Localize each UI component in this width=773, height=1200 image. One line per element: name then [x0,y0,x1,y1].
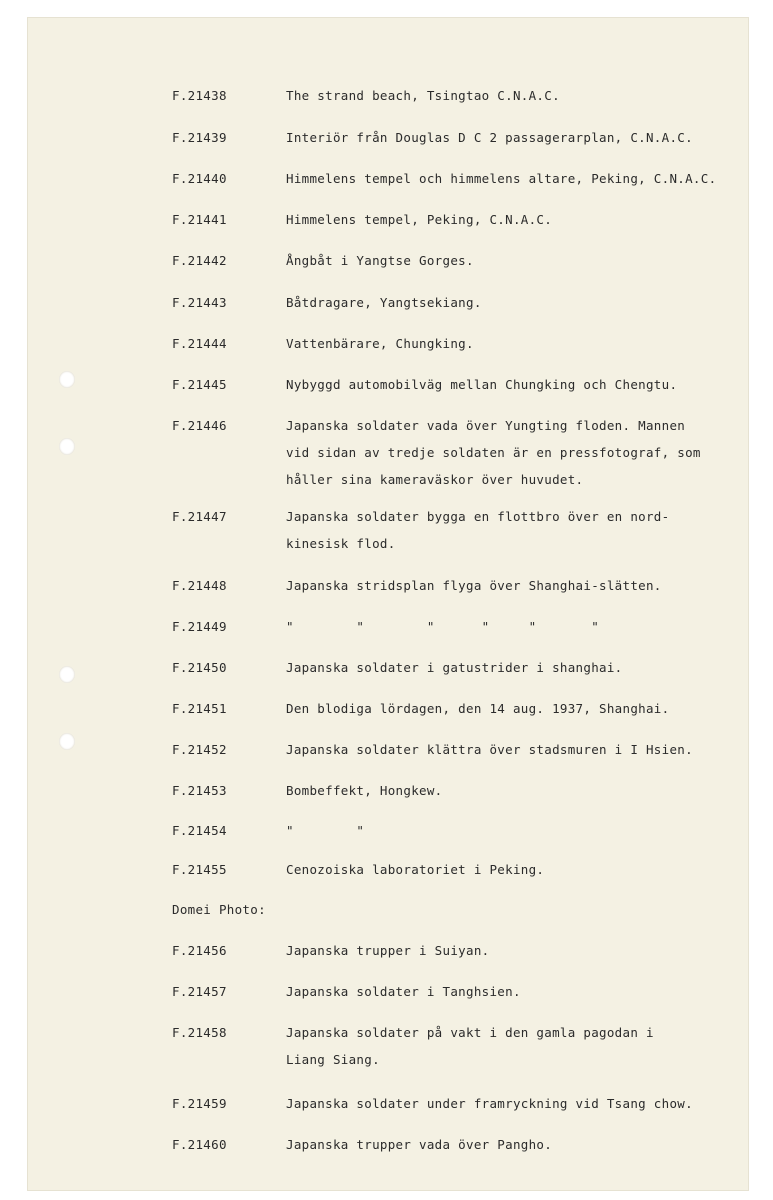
entry-id: F.21453 [172,783,227,798]
entry-id: F.21440 [172,171,227,186]
entry-description: Japanska soldater på vakt i den gamla pagodan i [286,1025,654,1040]
section-heading: Domei Photo: [172,902,266,917]
entry-description: Interiör från Douglas D C 2 passagerarplan, C.N.A.C. [286,130,693,145]
entry-id: F.21441 [172,212,227,227]
entry-id: F.21459 [172,1096,227,1111]
entry-id: F.21445 [172,377,227,392]
entry-description: The strand beach, Tsingtao C.N.A.C. [286,88,560,103]
entry-description: Ångbåt i Yangtse Gorges. [286,253,474,268]
entry-id: F.21443 [172,295,227,310]
entry-id: F.21439 [172,130,227,145]
entry-description: Japanska soldater under framryckning vid Tsang chow. [286,1096,693,1111]
entry-id: F.21458 [172,1025,227,1040]
entry-description: Japanska trupper vada över Pangho. [286,1137,553,1152]
entry-description: Den blodiga lördagen, den 14 aug. 1937, Shanghai. [286,701,670,716]
entry-description: Himmelens tempel och himmelens altare, Peking, C.N.A.C. [286,171,717,186]
entry-description: Japanska soldater klättra över stadsmuren i I Hsien. [286,742,693,757]
entry-id: F.21451 [172,701,227,716]
entry-description: Liang Siang. [286,1052,380,1067]
entry-description: Japanska soldater i Tanghsien. [286,984,521,999]
entry-id: F.21460 [172,1137,227,1152]
entry-description: Japanska soldater vada över Yungting floden. Mannen [286,418,686,433]
punch-hole-2 [59,438,75,455]
entry-id: F.21448 [172,578,227,593]
entry-description: Nybyggd automobilväg mellan Chungking och Chengtu. [286,377,678,392]
punch-hole-3 [59,666,75,683]
punch-hole-4 [59,733,75,750]
entry-description: Vattenbärare, Chungking. [286,336,474,351]
entry-description: Bombeffekt, Hongkew. [286,783,443,798]
entry-id: F.21454 [172,823,227,838]
entry-id: F.21447 [172,509,227,524]
entry-description: Cenozoiska laboratoriet i Peking. [286,862,545,877]
entry-description: Båtdragare, Yangtsekiang. [286,295,482,310]
entry-id: F.21446 [172,418,227,433]
entry-id: F.21450 [172,660,227,675]
entry-id: F.21452 [172,742,227,757]
entry-id: F.21438 [172,88,227,103]
entry-description: " " [286,823,365,838]
entry-description: Himmelens tempel, Peking, C.N.A.C. [286,212,553,227]
entry-description: Japanska trupper i Suiyan. [286,943,490,958]
entry-id: F.21455 [172,862,227,877]
entry-id: F.21457 [172,984,227,999]
entry-description: Japanska soldater i gatustrider i shanghai. [286,660,623,675]
entry-description: vid sidan av tredje soldaten är en pressfotograf, som [286,445,701,460]
entry-description: " " " " " " [286,619,600,634]
entry-id: F.21444 [172,336,227,351]
entry-id: F.21442 [172,253,227,268]
document-sheet [28,18,748,1190]
entry-id: F.21449 [172,619,227,634]
punch-hole-1 [59,371,75,388]
entry-description: kinesisk flod. [286,536,396,551]
entry-description: Japanska stridsplan flyga över Shanghai-slätten. [286,578,662,593]
entry-id: F.21456 [172,943,227,958]
entry-description: håller sina kameraväskor över huvudet. [286,472,584,487]
entry-description: Japanska soldater bygga en flottbro över en nord- [286,509,670,524]
